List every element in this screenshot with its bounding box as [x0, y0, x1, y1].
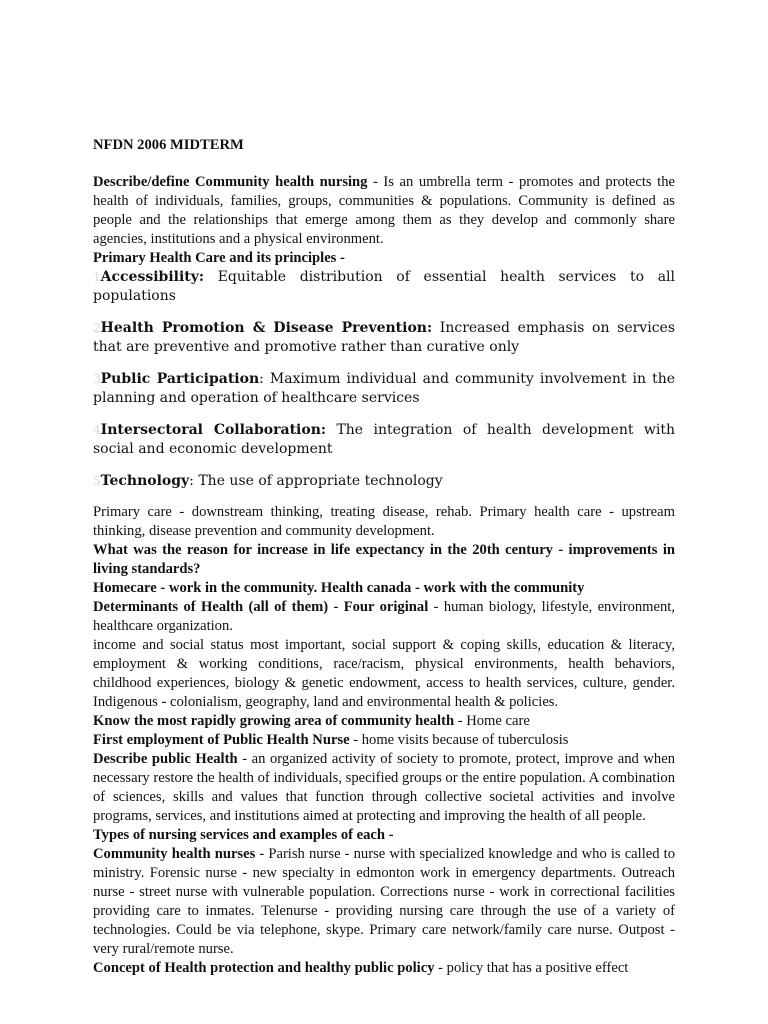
phc-heading-text: Primary Health Care and its principles: [93, 250, 337, 266]
question-label: Describe public Health: [93, 751, 238, 767]
principle-text: : Maximum individual and community involvement in the planning and operation of healthcare services: [93, 371, 675, 406]
answer-text: - human biology, lifestyle, environment, healthcare organization.: [93, 599, 675, 634]
question-label: Community health nurses: [93, 846, 256, 862]
principle-label: Public Participation: [100, 371, 260, 387]
principle-text: The integration of health development with social and economic development: [93, 422, 676, 457]
answer-text: - Parish nurse - nurse with specialized knowledge and who is called to ministry. Forensic nurse - new specialty in edmonton work in emergency departments. Outreach nurse - street nurse with vulnerable population. Corrections nurse - work in correctional facilities providing care to inmates. Telenurse - providing nursing care through the use of a variety of technologies. Could be via telephone, skype. Primary care network/family care nurse. Outpost - very rural/remote nurse.: [93, 846, 675, 957]
types-text: Types of nursing services and examples of each -: [93, 827, 394, 843]
principle-label: Health Promotion & Disease Prevention:: [100, 320, 433, 336]
question-label: Describe/define Community health nursing: [93, 174, 368, 190]
life-expectancy-text: What was the reason for increase in life expectancy in the 20th century - improvements in living standards?: [93, 542, 675, 577]
income-social-status-paragraph: income and social status most important, social support & coping skills, education & literacy, employment & working conditions, race/racism, physical environments, health behaviors, childhood experiences, biology & genetic endowment, access to health services, culture, gender. Indigenous - colonialism, geography, land and environmental health & policies.: [93, 637, 675, 710]
principle-3: [93, 370, 675, 408]
answer-text: - Home care: [454, 713, 530, 729]
question-label: Determinants of Health (all of them) - Four original: [93, 599, 429, 615]
answer-text: - Is an umbrella term - promotes and protects the health of individuals, families, groups, communities & populations. Community is defined as people and the relationships that emerge among them as they develop and commonly share agencies, institutions and a physical environment.: [93, 174, 675, 247]
principle-4: [93, 421, 675, 459]
determinants-of-health: [93, 598, 675, 636]
document-title: NFDN 2006 MIDTERM: [93, 137, 244, 153]
question-label: Know the most rapidly growing area of community health: [93, 713, 455, 729]
principle-2: [93, 319, 675, 357]
principle-number: 2: [93, 321, 101, 335]
homecare-text: Homecare - work in the community. Health canada - work with the community: [93, 580, 585, 596]
public-health-definition: [93, 750, 675, 826]
principle-text: : The use of appropriate technology: [189, 473, 443, 489]
life-expectancy-question: [93, 541, 675, 579]
homecare-line: [93, 579, 675, 598]
principle-number: 5: [93, 474, 101, 488]
primary-care-paragraph: Primary care - downstream thinking, treating disease, rehab. Primary health care - upstream thinking, disease prevention and community development.: [93, 504, 675, 539]
principle-1: [93, 268, 675, 306]
phc-heading-dash: -: [336, 250, 345, 266]
document-page: [93, 136, 675, 978]
question-label: First employment of Public Health Nurse: [93, 732, 350, 748]
phc-heading: [93, 249, 675, 268]
principle-text: Equitable distribution of essential health services to all populations: [93, 269, 675, 304]
health-protection-concept: [93, 959, 675, 978]
principle-5: [93, 472, 675, 491]
nursing-services-types: [93, 826, 675, 845]
question-label: Concept of Health protection and healthy public policy: [93, 960, 435, 976]
answer-text: - an organized activity of society to promote, protect, improve and when necessary restore the health of individuals, specified groups or the entire population. A combination of sciences, skills and values that function through collective societal activities and involve programs, services, and institutions aimed at protecting and improving the health of all people.: [93, 751, 675, 824]
principle-number: 1: [93, 270, 101, 284]
community-health-nurses-paragraph: [93, 845, 675, 959]
first-employment-line: [93, 731, 675, 750]
growing-area-line: [93, 712, 675, 731]
principle-number: 4: [93, 423, 101, 437]
answer-text: - policy that has a positive effect: [434, 960, 629, 976]
community-health-nursing-definition: [93, 173, 675, 249]
answer-text: - home visits because of tuberculosis: [349, 732, 569, 748]
principle-label: Intersectoral Collaboration:: [100, 422, 327, 438]
principle-label: Accessibility:: [100, 269, 205, 285]
principle-label: Technology: [100, 473, 190, 489]
principle-number: 3: [93, 372, 101, 386]
principle-text: Increased emphasis on services that are preventive and promotive rather than curative only: [93, 320, 676, 355]
